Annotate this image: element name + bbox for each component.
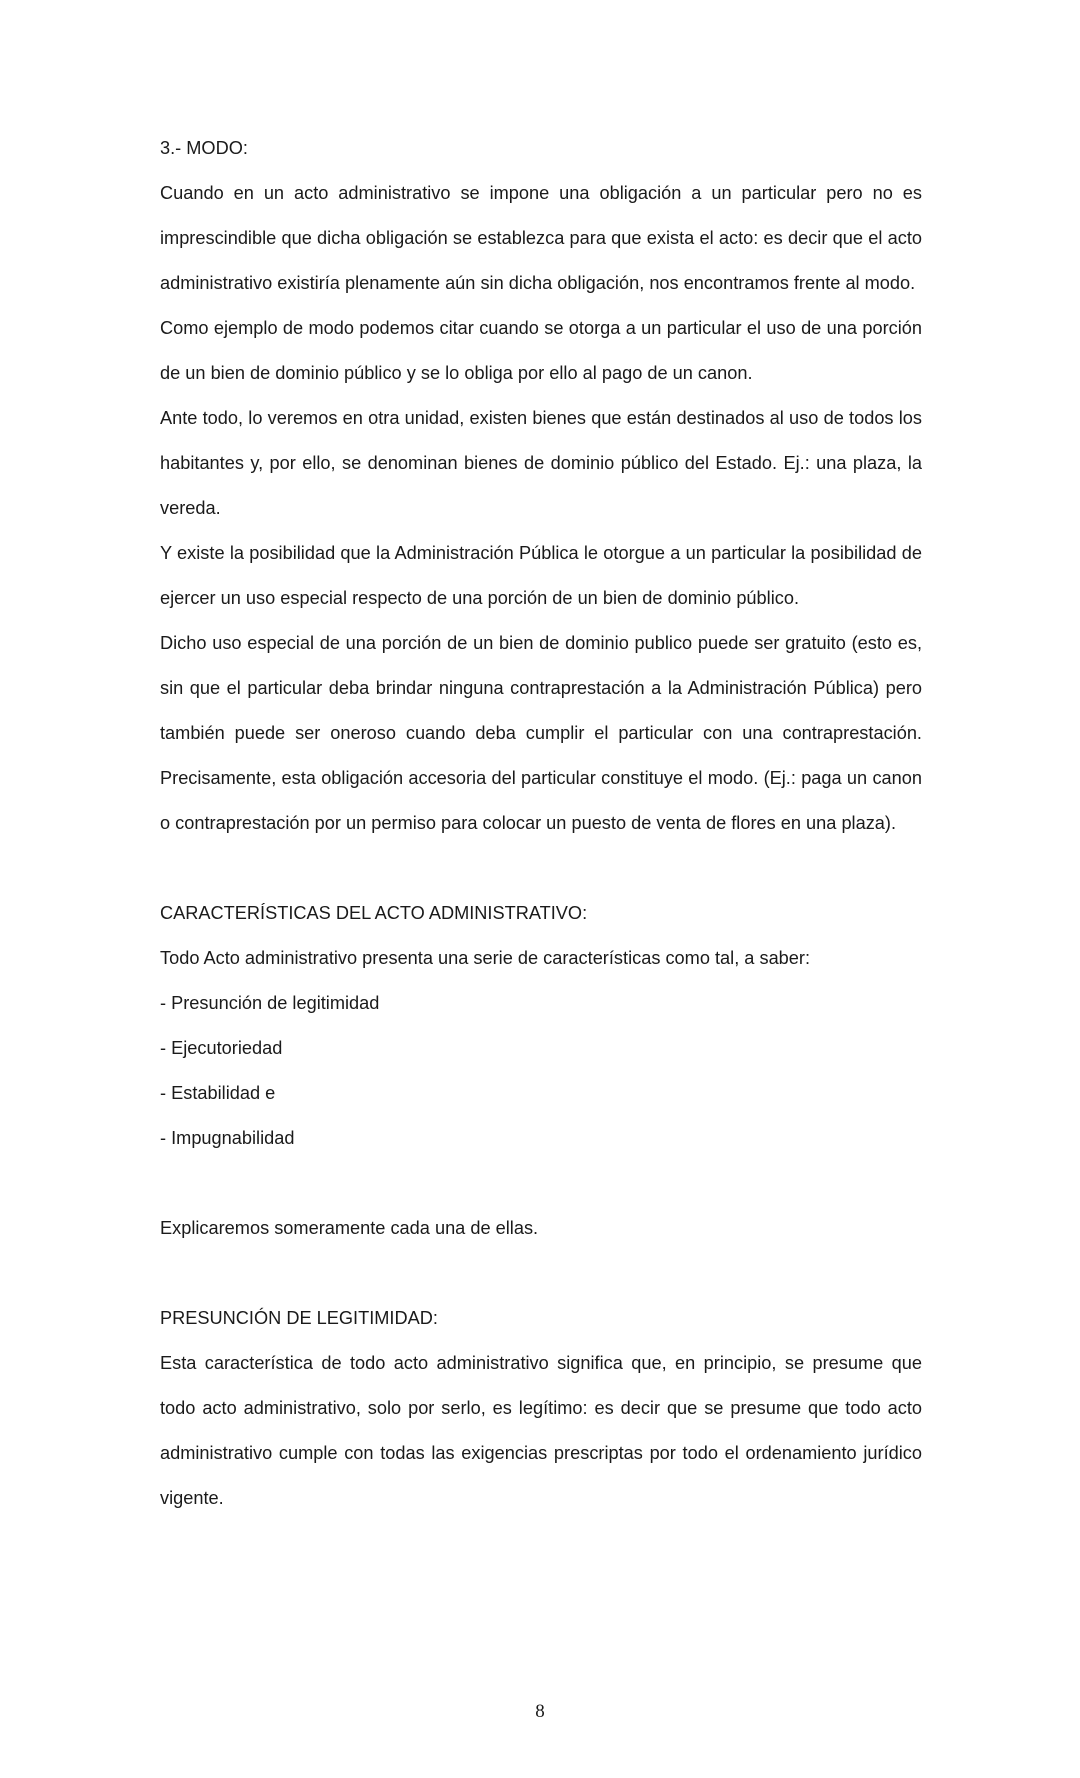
page-content — [160, 126, 922, 1521]
paragraph: Explicaremos someramente cada una de ellas. — [160, 1218, 539, 1238]
spacer — [160, 846, 922, 891]
paragraph: Esta característica de todo acto administrativo significa que, en principio, se presume que todo acto administrativo, solo por serlo, es legítimo: es decir que se presume que todo acto administrativo cumple con todas las exigencias prescriptas por todo el ordenamiento jurídico vigente. — [160, 1353, 922, 1508]
paragraph: Y existe la posibilidad que la Administración Pública le otorgue a un particular la posibilidad de ejercer un uso especial respecto de una porción de un bien de dominio público. — [160, 543, 922, 608]
spacer — [160, 1251, 922, 1296]
list-item: - Presunción de legitimidad — [160, 993, 380, 1013]
section-heading-presuncion: PRESUNCIÓN DE LEGITIMIDAD: — [160, 1308, 438, 1328]
spacer — [160, 1161, 922, 1206]
paragraph: Todo Acto administrativo presenta una serie de características como tal, a saber: — [160, 948, 811, 968]
paragraph: Como ejemplo de modo podemos citar cuando se otorga a un particular el uso de una porción de un bien de dominio público y se lo obliga por ello al pago de un canon. — [160, 318, 922, 383]
list-item: - Ejecutoriedad — [160, 1038, 283, 1058]
page-number: 8 — [535, 1701, 545, 1722]
list-item: - Impugnabilidad — [160, 1128, 295, 1148]
paragraph: Cuando en un acto administrativo se impone una obligación a un particular pero no es imprescindible que dicha obligación se establezca para que exista el acto: es decir que el acto administrativo existiría plenamente aún sin dicha obligación, nos encontramos frente al modo. — [160, 183, 922, 293]
paragraph: Ante todo, lo veremos en otra unidad, existen bienes que están destinados al uso de todos los habitantes y, por ello, se denominan bienes de dominio público del Estado. Ej.: una plaza, la vereda. — [160, 408, 922, 518]
list-item: - Estabilidad e — [160, 1083, 276, 1103]
section-heading-modo: 3.- MODO: — [160, 138, 248, 158]
paragraph: Dicho uso especial de una porción de un bien de dominio publico puede ser gratuito (esto es, sin que el particular deba brindar ninguna contraprestación a la Administración Pública) pero también puede ser oneroso cuando deba cumplir el particular con una contraprestación. Precisamente, esta obligación accesoria del particular constituye el modo. (Ej.: paga un canon o contraprestación por un permiso para colocar un puesto de venta de flores en una plaza). — [160, 633, 922, 833]
section-heading-caracteristicas: CARACTERÍSTICAS DEL ACTO ADMINISTRATIVO: — [160, 903, 588, 923]
